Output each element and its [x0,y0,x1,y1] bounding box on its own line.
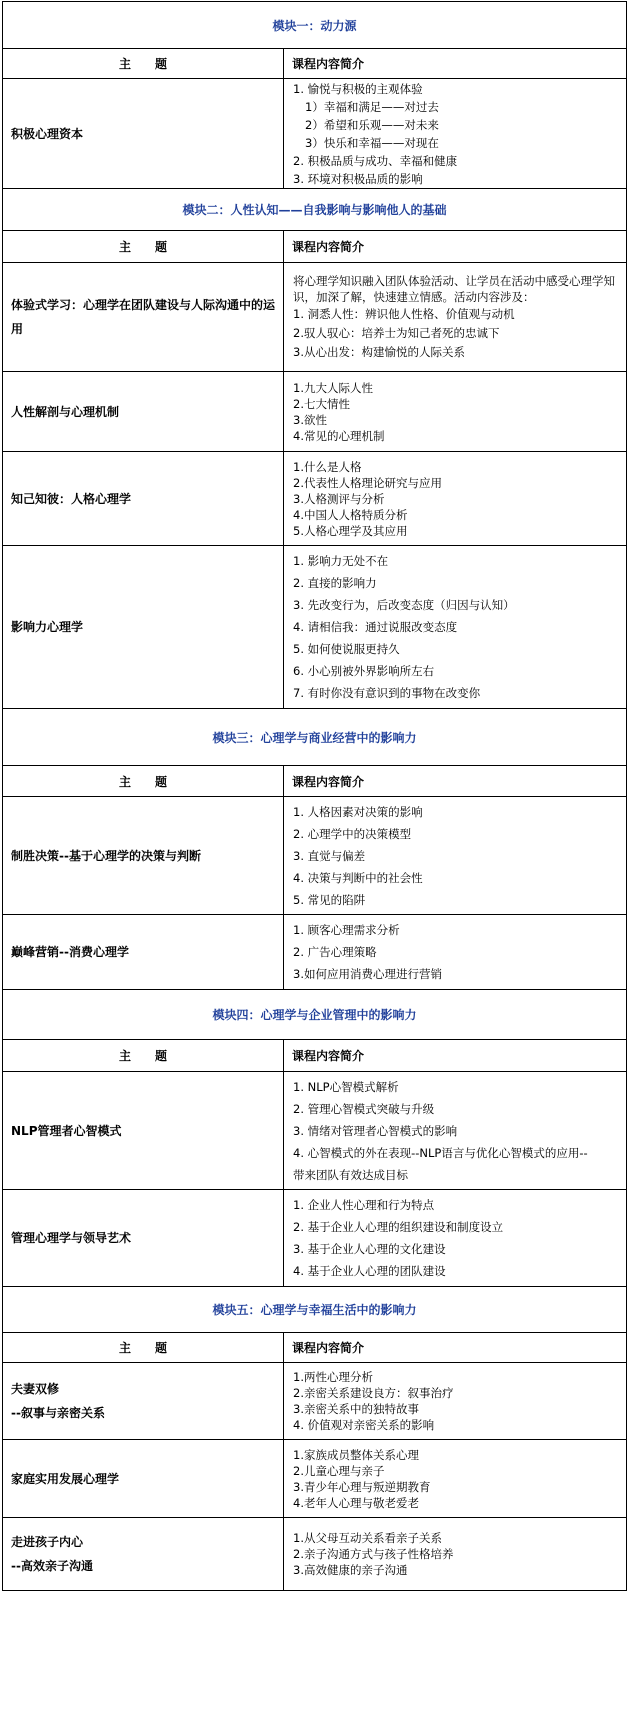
content-item: 3.亲密关系中的独特故事 [293,1402,419,1416]
topic-header: 主 题 [3,231,284,263]
topic-cell [3,79,284,189]
content-item: 2.儿童心理与亲子 [293,1463,385,1478]
content-item: 2. 管理心智模式突破与升级 [293,1101,435,1116]
content-header: 课程内容简介 [284,1333,627,1363]
module-title: 模块二：人性认知——自我影响与影响他人的基础 [3,189,627,231]
content-item: 4. 价值观对亲密关系的影响 [293,1418,435,1432]
content-item: 2.代表性人格理论研究与应用 [293,475,442,490]
content-item: 1. 洞悉人性：辨识他人性格、价值观与动机 [293,306,515,321]
topic-line: 影响力心理学 [11,620,84,634]
content-item: 2）希望和乐观——对未来 [305,117,439,132]
content-item: 7. 有时你没有意识到的事物在改变你 [293,686,481,700]
content-item: 3.人格测评与分析 [293,491,385,506]
content-cell [284,546,627,709]
topic-line: 巅峰营销--消费心理学 [11,945,129,959]
content-item: 3. 情绪对管理者心智模式的影响 [293,1123,458,1138]
course-table [2,1,627,1591]
module-title: 模块一：动力源 [3,2,627,49]
content-item: 2.驭人驭心：培养士为知己者死的忠诚下 [293,325,500,340]
content-cell [284,452,627,546]
content-item: 1. 愉悦与积极的主观体验 [293,81,423,96]
content-cell [284,797,627,915]
content-item: 1.家族成员整体关系心理 [293,1447,419,1462]
content-item: 2.亲密关系建设良方：叙事治疗 [293,1386,454,1400]
content-header: 课程内容简介 [284,1040,627,1072]
content-item: 3.如何应用消费心理进行营销 [293,967,442,981]
content-header: 课程内容简介 [284,766,627,797]
topic-subline: --高效亲子沟通 [11,1559,93,1573]
content-item: 4. 请相信我：通过说服改变态度 [293,620,458,634]
content-item: 2.亲子沟通方式与孩子性格培养 [293,1547,454,1561]
content-item: 1. NLP心智模式解析 [293,1079,399,1094]
topic-line: 家庭实用发展心理学 [11,1471,120,1486]
topic-cell [3,372,284,452]
content-item: 1. 企业人性心理和行为特点 [293,1198,435,1212]
topic-cell [3,546,284,709]
content-item: 1）幸福和满足——对过去 [305,99,439,114]
course-row [3,915,627,990]
content-item: 3. 环境对积极品质的影响 [293,171,423,186]
content-item: 2. 直接的影响力 [293,576,377,590]
topic-cell [3,1518,284,1591]
content-item: 1. 人格因素对决策的影响 [293,804,423,819]
content-item: 2. 基于企业人心理的组织建设和制度设立 [293,1220,504,1234]
content-cell [284,79,627,189]
topic-line: 体验式学习：心理学在团队建设与人际沟通中的运用 [11,298,276,336]
module-title-row [3,2,627,49]
content-item: 1. 影响力无处不在 [293,554,389,568]
content-cell [284,1440,627,1518]
topic-cell [3,1072,284,1190]
content-item: 3. 直觉与偏差 [293,848,366,863]
header-row [3,49,627,79]
content-item: 2. 积极品质与成功、幸福和健康 [293,153,458,168]
content-cell [284,263,627,372]
module-title-row [3,1287,627,1333]
course-row [3,452,627,546]
content-intro: 将心理学知识融入团队体验活动、让学员在活动中感受心理学知识，加深了解，快速建立情感。活动内容涉及： [293,273,615,304]
content-item: 3.高效健康的亲子沟通 [293,1563,408,1577]
module-title-row [3,189,627,231]
course-row [3,1440,627,1518]
header-row [3,766,627,797]
course-table-body [3,2,627,1591]
course-row [3,797,627,915]
topic-subline: --叙事与亲密关系 [11,1406,105,1420]
topic-cell [3,1190,284,1287]
topic-header: 主 题 [3,49,284,79]
header-row [3,1040,627,1072]
module-title: 模块四：心理学与企业管理中的影响力 [3,990,627,1040]
topic-line: 知己知彼：人格心理学 [11,491,132,506]
course-row [3,1072,627,1190]
course-row [3,1518,627,1591]
content-item: 5.人格心理学及其应用 [293,523,408,538]
content-item: 4.常见的心理机制 [293,428,385,443]
content-item: 4.老年人心理与敬老爱老 [293,1495,419,1510]
topic-line: 制胜决策--基于心理学的决策与判断 [11,848,201,863]
content-item: 4. 基于企业人心理的团队建设 [293,1264,446,1278]
header-row [3,231,627,263]
content-item: 2.七大情性 [293,396,350,411]
topic-cell [3,452,284,546]
content-cell [284,1072,627,1190]
topic-header: 主 题 [3,766,284,797]
course-row [3,263,627,372]
content-item: 4. 决策与判断中的社会性 [293,870,423,885]
course-row [3,1363,627,1440]
topic-cell [3,263,284,372]
module-title: 模块三：心理学与商业经营中的影响力 [3,709,627,766]
content-header: 课程内容简介 [284,49,627,79]
content-item: 5. 如何使说服更持久 [293,642,400,656]
module-title: 模块五：心理学与幸福生活中的影响力 [3,1287,627,1333]
content-item: 2. 广告心理策略 [293,945,377,959]
content-item: 3.欲性 [293,412,327,427]
content-cell [284,1190,627,1287]
topic-cell [3,915,284,990]
content-item: 5. 常见的陷阱 [293,892,366,907]
content-item: 1.九大人际人性 [293,380,373,395]
header-row [3,1333,627,1363]
content-cell [284,1518,627,1591]
topic-line: 走进孩子内心 [11,1535,84,1549]
course-row [3,372,627,452]
content-item: 6. 小心别被外界影响所左右 [293,664,435,678]
content-cell [284,915,627,990]
topic-header: 主 题 [3,1333,284,1363]
topic-cell [3,1363,284,1440]
content-item: 3.青少年心理与叛逆期教育 [293,1479,431,1494]
topic-cell [3,797,284,915]
course-row [3,79,627,189]
content-item: 1.从父母互动关系看亲子关系 [293,1531,442,1545]
content-item: 1. 顾客心理需求分析 [293,923,400,937]
topic-line: NLP管理者心智模式 [11,1123,122,1138]
content-item: 2. 心理学中的决策模型 [293,826,412,841]
content-item: 4.中国人人格特质分析 [293,507,408,522]
content-item: 3. 先改变行为，后改变态度（归因与认知） [293,598,515,612]
content-item: 1.什么是人格 [293,459,362,474]
course-row [3,1190,627,1287]
topic-header: 主 题 [3,1040,284,1072]
topic-line: 人性解剖与心理机制 [11,404,120,419]
course-row [3,546,627,709]
content-item: 3.从心出发：构建愉悦的人际关系 [293,344,465,359]
content-item: 4. 心智模式的外在表现--NLP语言与优化心智模式的应用-- [293,1145,588,1160]
topic-cell [3,1440,284,1518]
content-cell [284,1363,627,1440]
topic-line: 管理心理学与领导艺术 [11,1231,132,1245]
content-cell [284,372,627,452]
module-title-row [3,990,627,1040]
topic-line: 积极心理资本 [11,126,84,141]
content-item: 带来团队有效达成目标 [293,1167,408,1182]
content-header: 课程内容简介 [284,231,627,263]
content-item: 3. 基于企业人心理的文化建设 [293,1242,446,1256]
topic-line: 夫妻双修 [11,1382,60,1396]
module-title-row [3,709,627,766]
content-item: 3）快乐和幸福——对现在 [305,135,439,150]
content-item: 1.两性心理分析 [293,1370,373,1384]
